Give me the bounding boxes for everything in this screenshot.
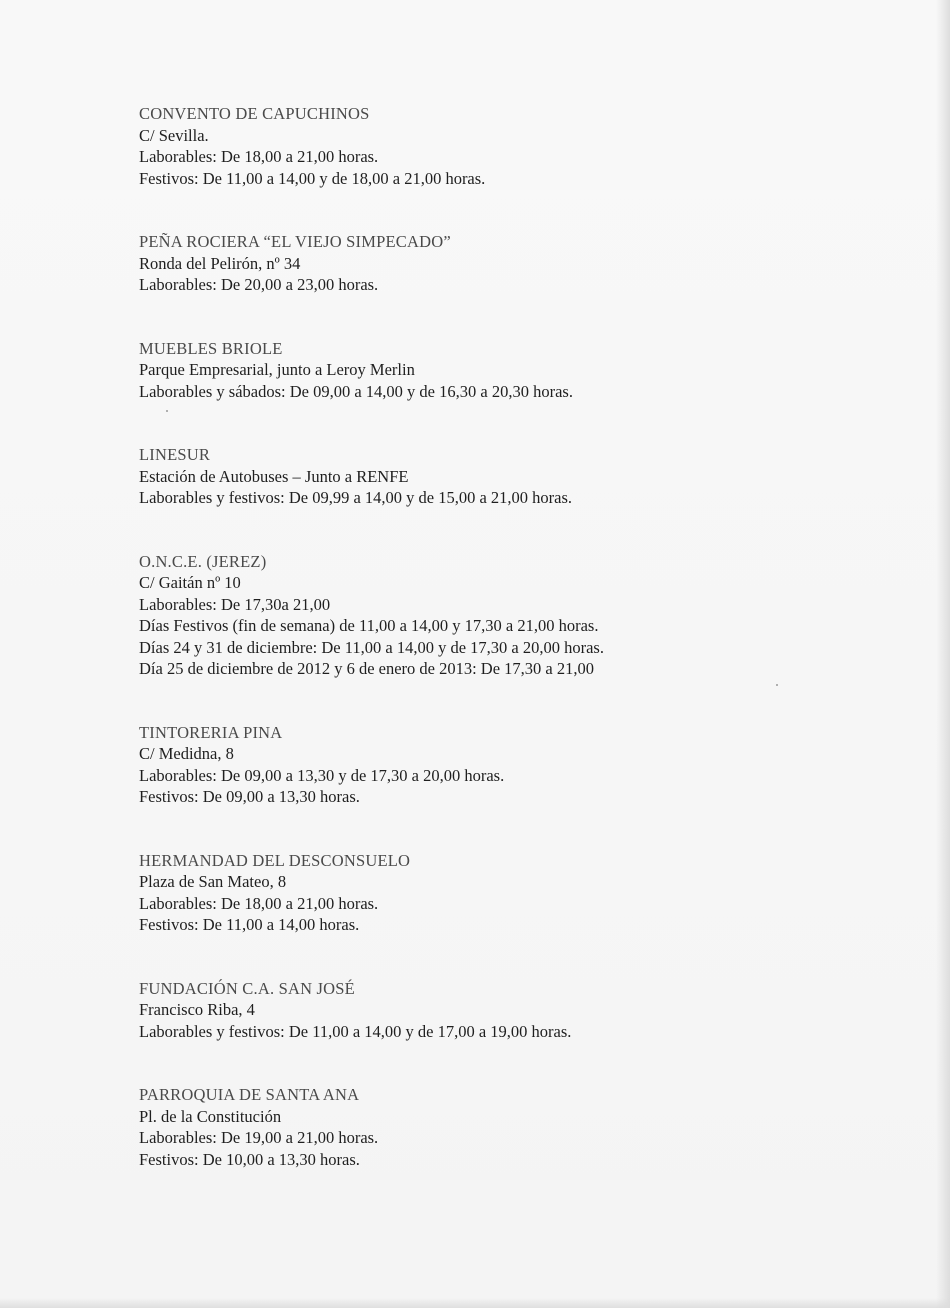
entry-hours: Laborables y festivos: De 11,00 a 14,00 y de 17,00 a 19,00 horas. — [139, 1021, 572, 1041]
document-body — [139, 103, 779, 1212]
entry-title: TINTORERIA PINA — [139, 722, 283, 742]
entry-address: C/ Gaitán nº 10 — [139, 573, 241, 592]
entry-hours: Laborables: De 18,00 a 21,00 horas. — [139, 893, 379, 913]
entry-hours: Festivos: De 09,00 a 13,30 horas. — [139, 787, 360, 806]
entry-hours: Laborables: De 17,30a 21,00 — [139, 594, 331, 614]
entry-hours: Laborables: De 09,00 a 13,30 y de 17,30 a 20,00 horas. — [139, 765, 505, 785]
entry-linesur — [139, 444, 779, 509]
entry-hours: Festivos: De 10,00 a 13,30 horas. — [139, 1149, 360, 1169]
entry-hours: Laborables: De 19,00 a 21,00 horas. — [139, 1128, 379, 1147]
entry-address: Francisco Riba, 4 — [139, 1000, 255, 1019]
entry-address: Plaza de San Mateo, 8 — [139, 872, 287, 891]
entry-title: LINESUR — [139, 445, 211, 464]
entry-address: Pl. de la Constitución — [139, 1106, 282, 1126]
entry-fundacion-san-jose — [139, 978, 779, 1043]
entry-title: PARROQUIA DE SANTA ANA — [139, 1085, 360, 1104]
entry-once-jerez — [139, 551, 779, 680]
entry-hours: Días Festivos (fin de semana) de 11,00 a 14,00 y 17,30 a 21,00 horas. — [139, 616, 599, 635]
entry-muebles-briole — [139, 338, 779, 403]
entry-hours: Día 25 de diciembre de 2012 y 6 de enero de 2013: De 17,30 a 21,00 — [139, 659, 594, 678]
entry-address: Ronda del Pelirón, nº 34 — [139, 253, 301, 273]
entry-hours: Laborables: De 20,00 a 23,00 horas. — [139, 275, 379, 294]
entry-parroquia-santa-ana — [139, 1084, 779, 1170]
scan-edge-bottom — [0, 1298, 950, 1308]
entry-hours: Laborables y festivos: De 09,99 a 14,00 y de 15,00 a 21,00 horas. — [139, 488, 573, 507]
entry-hermandad-desconsuelo — [139, 850, 779, 936]
entry-address: C/ Sevilla. — [139, 125, 209, 145]
entry-title: HERMANDAD DEL DESCONSUELO — [139, 850, 411, 870]
entry-address: Parque Empresarial, junto a Leroy Merlin — [139, 360, 415, 379]
scan-edge-right — [936, 0, 950, 1308]
entry-address: C/ Medidna, 8 — [139, 744, 234, 763]
entry-title: FUNDACIÓN C.A. SAN JOSÉ — [139, 978, 355, 998]
entry-convento-capuchinos — [139, 103, 779, 189]
entry-tintoreria-pina — [139, 722, 779, 808]
entry-pena-rociera — [139, 231, 779, 296]
entry-hours: Laborables: De 18,00 a 21,00 horas. — [139, 147, 379, 166]
entry-hours: Laborables y sábados: De 09,00 a 14,00 y de 16,30 a 20,30 horas. — [139, 381, 573, 401]
entry-address: Estación de Autobuses – Junto a RENFE — [139, 466, 409, 486]
entry-title: CONVENTO DE CAPUCHINOS — [139, 104, 370, 123]
entry-hours: Festivos: De 11,00 a 14,00 horas. — [139, 915, 360, 934]
entry-hours: Días 24 y 31 de diciembre: De 11,00 a 14,00 y de 17,30 a 20,00 horas. — [139, 637, 604, 657]
entry-title: O.N.C.E. (JEREZ) — [139, 551, 267, 571]
entry-hours: Festivos: De 11,00 a 14,00 y de 18,00 a 21,00 horas. — [139, 168, 486, 188]
entry-title: MUEBLES BRIOLE — [139, 338, 283, 358]
entry-title: PEÑA ROCIERA “EL VIEJO SIMPECADO” — [139, 232, 451, 251]
